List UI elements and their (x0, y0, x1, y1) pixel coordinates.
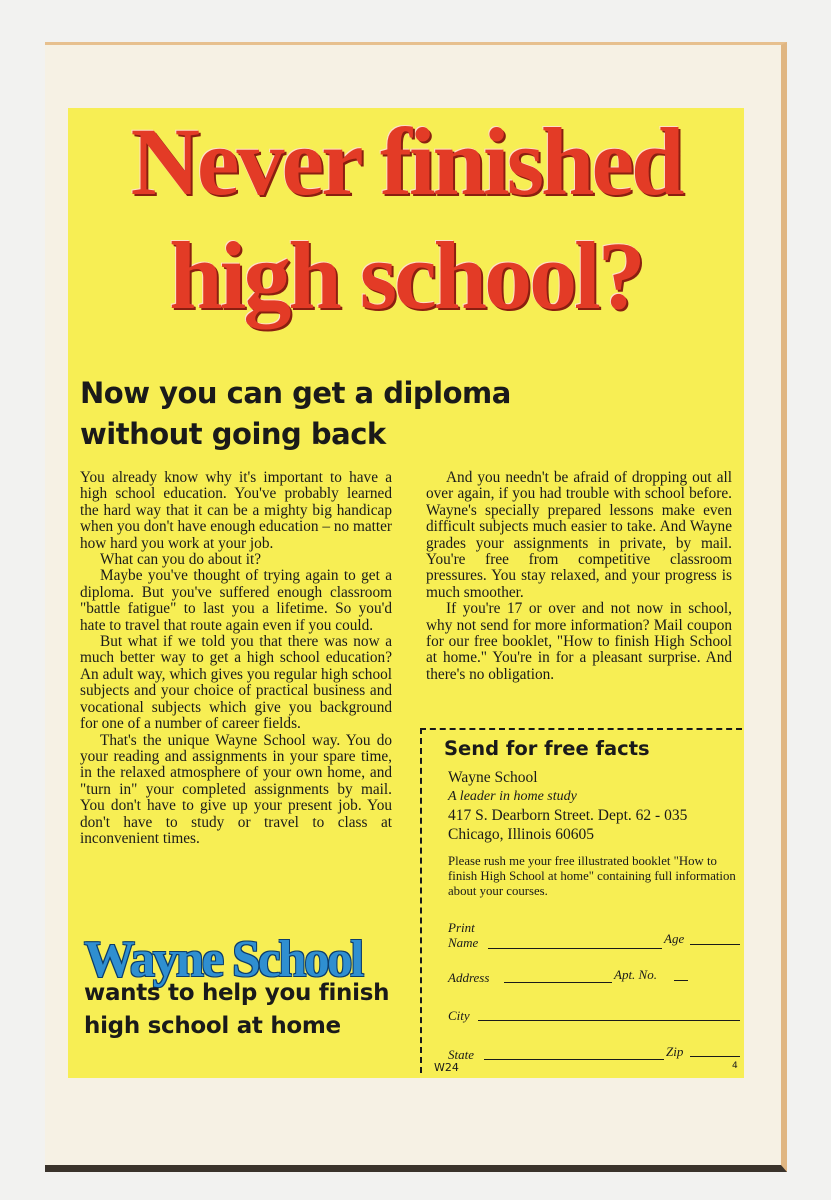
subheadline-line-2: without going back (80, 417, 386, 451)
age-label: Age (664, 931, 685, 946)
coupon-street: 417 S. Dearborn Street. Dept. 62 - 035 (448, 807, 688, 824)
body-right-column (426, 470, 732, 683)
wayne-school-logo: Wayne School (84, 931, 362, 988)
body-paragraph: That's the unique Wayne School way. You do your reading and assignments in your spare time, in the relaxed atmosphere of your own home, and "turn in" your completed assignments by mail. You don't have to give up your present job. You don't have to study or travel to class at inconvenient times. (80, 731, 392, 847)
headline-line-1: Never finished (130, 108, 682, 215)
body-paragraph: Maybe you've thought of trying again to get a diploma. But you've suffered enough classroom "battle fatigue" to last you a lifetime. So you'd hate to travel that route again even if you could. (80, 567, 392, 634)
city-field[interactable] (478, 1020, 740, 1021)
subheadline-line-1: Now you can get a diploma (80, 376, 511, 410)
coupon-request-text: Please rush me your free illustrated booklet "How to finish High School at home" containing full information about your courses. (448, 854, 736, 898)
state-label: State (448, 1047, 474, 1062)
coupon-code: W24 (434, 1061, 459, 1074)
mail-coupon[interactable] (420, 728, 742, 1073)
body-paragraph: But what if we told you that there was now a much better way to get a high school education? An adult way, which gives you regular high school subjects and your choice of practical business and vocational subjects which give you background for one of a number of career fields. (80, 633, 392, 733)
age-field[interactable] (690, 944, 740, 945)
body-paragraph: What can you do about it? (100, 551, 261, 569)
apt-label: Apt. No. (614, 967, 657, 982)
body-paragraph: If you're 17 or over and not now in school, why not send for more information? Mail coupon for our free booklet, "How to finish High School at home." You're in for a pleasant surprise. And there's no obligation. (426, 600, 732, 683)
headline-line-2: high school? (169, 222, 643, 329)
advertisement (68, 108, 744, 1078)
body-paragraph: You already know why it's important to have a high school education. You've probably learned the hard way that it can be a mighty big handicap when you don't have enough education – no matter how hard you work at your job. (80, 469, 393, 552)
name-field[interactable] (488, 948, 662, 949)
coupon-motto: A leader in home study (448, 789, 577, 804)
name-label: Name (448, 935, 479, 950)
apt-field[interactable] (674, 980, 688, 981)
city-label: City (448, 1008, 470, 1023)
print-label: Print (448, 920, 475, 935)
zip-label: Zip (666, 1044, 684, 1059)
body-left-column (80, 470, 392, 847)
address-label: Address (448, 970, 490, 985)
tagline-line-1: wants to help you finish (84, 980, 390, 1006)
coupon-title: Send for free facts (444, 737, 650, 760)
zip-field[interactable] (690, 1056, 740, 1057)
tagline-line-2: high school at home (84, 1013, 341, 1039)
coupon-corner-mark: 4 (732, 1061, 738, 1071)
address-field[interactable] (504, 982, 612, 983)
coupon-city-address: Chicago, Illinois 60605 (448, 826, 594, 843)
body-paragraph: And you needn't be afraid of dropping out all over again, if you had trouble with school before. Wayne's specially prepared lessons make even difficult subjects much easier to take. And Wayne grades your assignments in private, by mail. You're free from competitive classroom pressures. You stay relaxed, and your progress is much smoother. (426, 469, 732, 601)
coupon-school-name: Wayne School (448, 769, 538, 786)
state-field[interactable] (484, 1059, 664, 1060)
